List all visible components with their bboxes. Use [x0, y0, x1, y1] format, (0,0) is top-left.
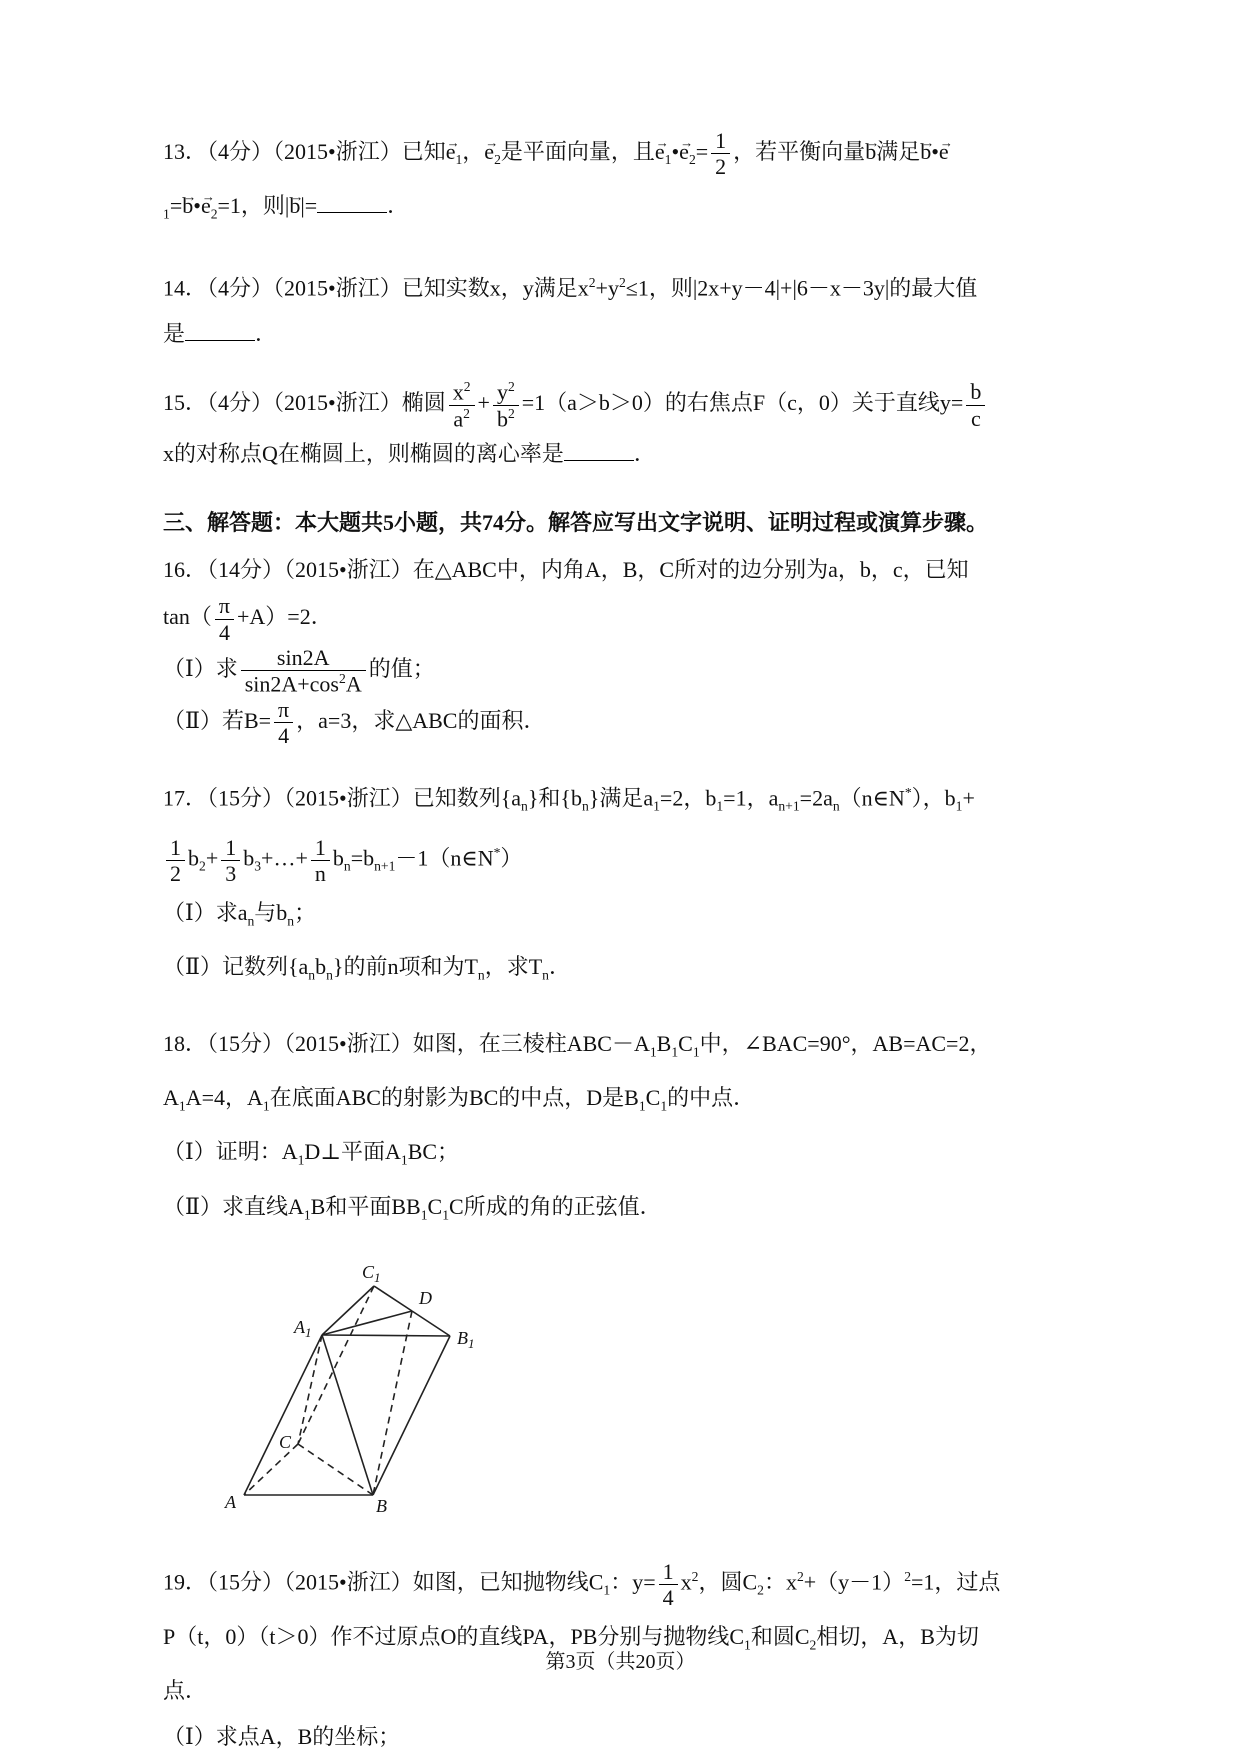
q19-part-1: （Ⅰ）求点A，B的坐标；: [163, 1724, 401, 1750]
q16-part-1: （Ⅰ）求 $\frac{\sin 2A}{\sin 2A+\cos^2A}$ 的值；: [163, 644, 435, 697]
q15-line-1: 15．（4分）（2015•浙江）椭圆 $\frac{x^2}{a^2}$ + $\frac{y^2}{b^2}$ =1（a＞b＞0）的右焦点F（c，0）关于直线y= $\frac{b}{c}$: [163, 379, 1083, 431]
q19-line-3: 点．: [163, 1678, 208, 1704]
svg-text:D: D: [419, 1288, 432, 1309]
svg-text:C: C: [279, 1432, 292, 1453]
q17-line-1: 17．（15分）（2015•浙江）已知数列$\{a_n\}$和$\{b_n\}$满足$a_1=2$，$b_1=1$，$a_{n+1}=2a_n(n\in N^*)$，$b_1+$: [163, 785, 975, 815]
section-3-header: 三、解答题：本大题共5小题，共74分。解答应写出文字说明、证明过程或演算步骤。: [163, 510, 989, 536]
q18-part-2: （Ⅱ）求直线$A_1B$和平面$BB_1C_1C$所成的角的正弦值．: [163, 1193, 662, 1223]
q17-line-2: $\frac{1}{2}$ $b_2+$ $\frac{1}{3}$ $b_3+\dots+$ $\frac{1}{n}$ $b_n=b_{n+1}-1(n\in N^*)$: [163, 830, 1083, 890]
q14-line-2: 是 ．: [163, 311, 1083, 357]
page-number-footer: 第3页（共20页）: [545, 1651, 696, 1673]
q13-line-2: $_1$=b →•e $\to_2=1$，则|b →|= ．: [163, 183, 1083, 237]
q16-line-1: 16．（14分）（2015•浙江）在△ABC中，内角A，B，C所对的边分别为a，b，c，已知: [163, 557, 969, 583]
q18-line-1: 18．（15分）（2015•浙江）如图，在三棱柱$ABC-A_1B_1C_1$中，∠BAC=90°，AB=AC=2，: [163, 1030, 992, 1059]
q17-part-1: （Ⅰ）求$a_n$与$b_n$；: [163, 899, 317, 929]
question-13: [163, 128, 1083, 238]
q15-line-2: x的对称点Q在椭圆上，则椭圆的离心率是 ．: [163, 431, 1083, 477]
svg-text:A: A: [225, 1492, 236, 1513]
q16-line-2: tan（ $\frac{\pi}{4}$ +A）=2．: [163, 593, 333, 645]
q19-line-2: P（t，0）（t＞0）作不过原点O的直线PA，PB分别与抛物线$C_1$和圆$C_2$相切，A，B为切: [163, 1623, 979, 1653]
prism-figure-container: [199, 1254, 1083, 1532]
svg-text:B1: $B_1$: [457, 1328, 475, 1352]
page-content: [163, 128, 1083, 1754]
question-16: [163, 547, 1083, 748]
svg-text:B: B: [376, 1496, 387, 1517]
question-18: [163, 1021, 1083, 1533]
q13-line-1: 13．（4分）（2015•浙江）已知$e \to_1$，$e \to_2$是平面向量，且$e \to_1•e \to_2=$ $\frac{1}{2}$ ，若平衡向量b →满足b →•e →: [163, 128, 1083, 183]
svg-text:A1: $A_1$: [294, 1317, 312, 1341]
q16-part-2: （Ⅱ）若B= $\frac{\pi}{4}$ ，a=3，求△ABC的面积．: [163, 696, 546, 749]
question-15: [163, 379, 1083, 477]
q17-part-2: （Ⅱ）记数列$\{a_nb_n\}$的前n项和为$T_n$，求$T_n$．: [163, 954, 571, 983]
q18-line-2: $A_1A=4$，$A_1$在底面ABC的射影为BC的中点，D是$B_1C_1$的中点．: [163, 1084, 756, 1114]
svg-text:C1: $C_1$: [362, 1262, 381, 1286]
question-17: [163, 770, 1083, 998]
q14-line-1: 14．（4分）（2015•浙江）已知实数x，y满足$x^2+y^2\le 1$，则|2x+y－4|+|6－x－3y|的最大值: [163, 274, 978, 300]
q18-part-1: （Ⅰ）证明：$A_1D\perp$平面$A_1BC$；: [163, 1139, 460, 1168]
question-14: [163, 260, 1083, 357]
triangular-prism-figure: [199, 1254, 499, 1526]
q19-line-1: 19．（15分）（2015•浙江）如图，已知抛物线$C_1$：y= $\frac{1}{4}$ $x^2$，圆$C_2$：$x^2+(y-1)^2=1$，过点: [163, 1558, 1001, 1610]
